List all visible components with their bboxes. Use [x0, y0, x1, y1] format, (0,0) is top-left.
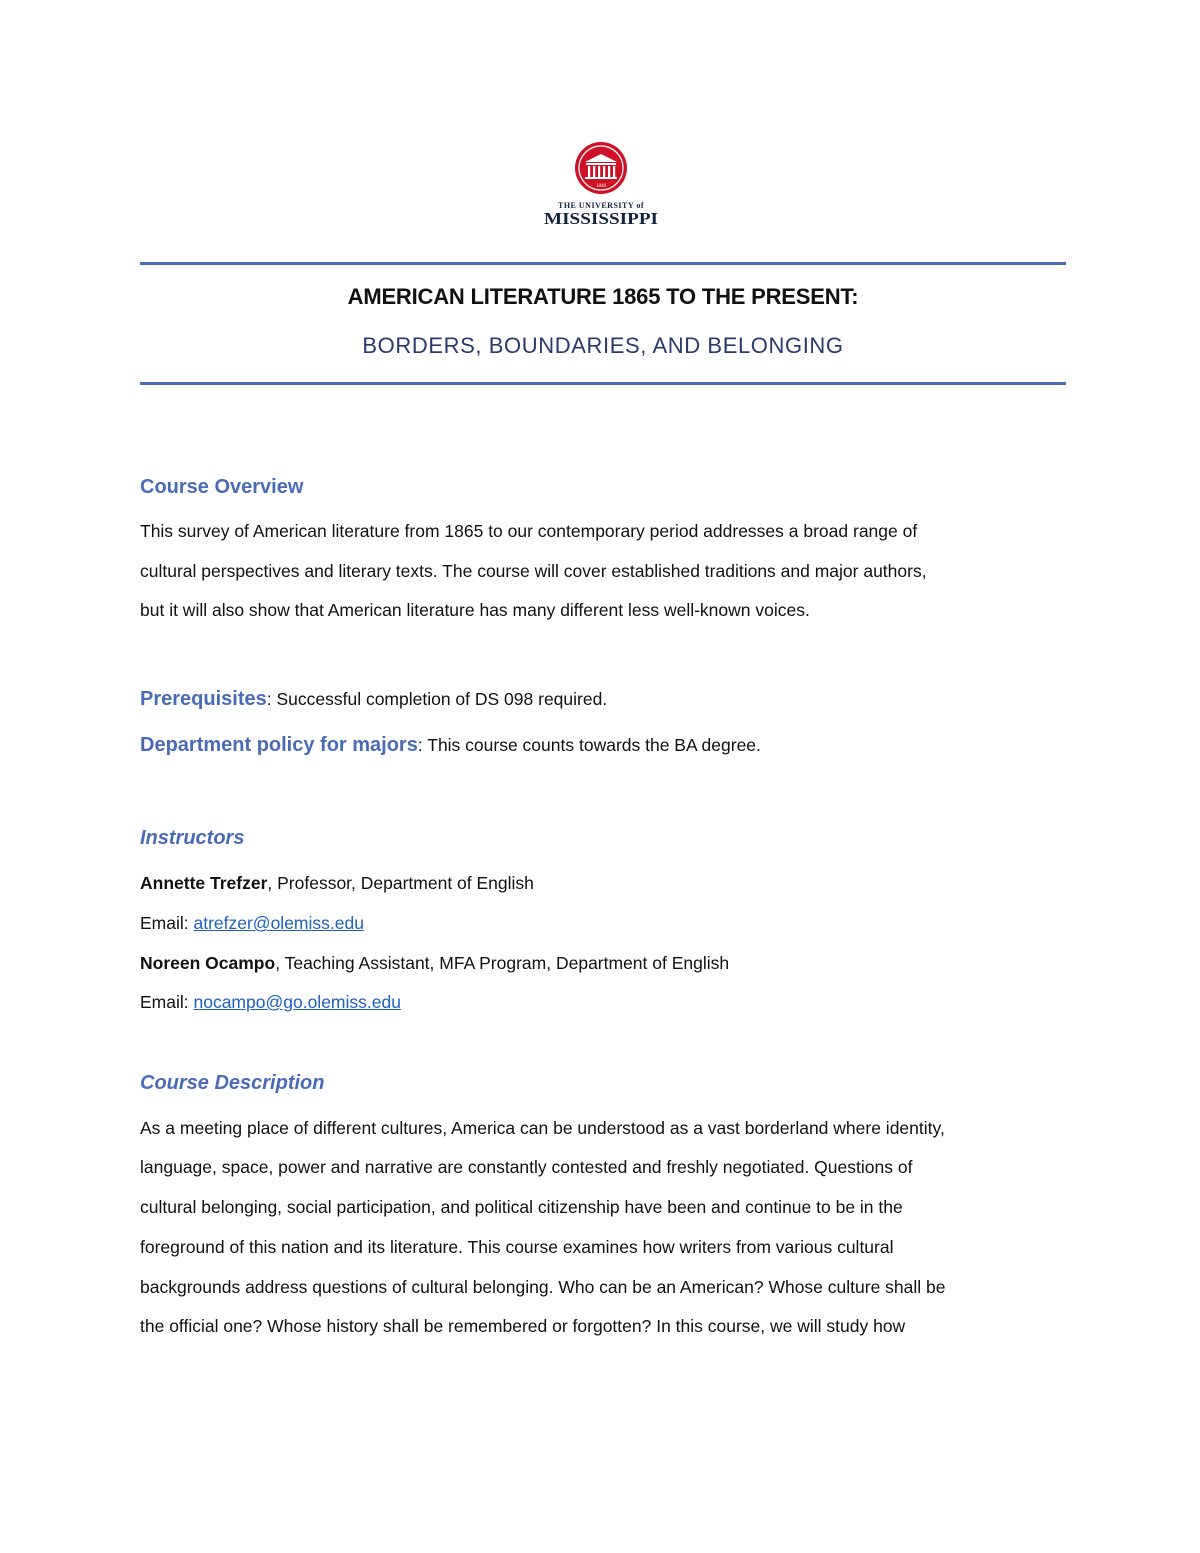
prerequisites-line — [140, 688, 607, 711]
description-line: the official one? Whose history shall be remembered or forgotten? In this course, we will study how — [140, 1316, 906, 1336]
instructor-role: , Teaching Assistant, MFA Program, Department of English — [275, 953, 730, 973]
description-line: language, space, power and narrative are constantly contested and freshly negotiated. Questions of — [140, 1157, 913, 1177]
logo-line-2: MISSISSIPPI — [544, 209, 659, 228]
overview-line: This survey of American literature from 1865 to our contemporary period addresses a broad range of — [140, 521, 918, 541]
description-line: As a meeting place of different cultures, America can be understood as a vast borderland where identity, — [140, 1118, 945, 1138]
instructor-2 — [140, 953, 729, 974]
instructor-role: , Professor, Department of English — [267, 873, 534, 893]
email-label: Email: — [140, 913, 194, 933]
description-heading: Course Description — [140, 1072, 325, 1094]
policy-line — [140, 734, 761, 757]
policy-text: : This course counts towards the BA degree. — [417, 735, 761, 755]
instructor-email-link[interactable]: nocampo@go.olemiss.edu — [193, 992, 401, 1012]
overview-heading: Course Overview — [140, 476, 304, 498]
email-label: Email: — [140, 992, 194, 1012]
description-line: foreground of this nation and its literature. This course examines how writers from various cultural — [140, 1237, 894, 1257]
instructor-name: Annette Trefzer — [140, 873, 268, 893]
instructor-1 — [140, 873, 534, 894]
header-rule-bottom — [140, 382, 1066, 385]
instructor-2-email-line — [140, 992, 401, 1013]
university-seal-icon — [540, 138, 662, 230]
seal-year: 1848 — [596, 184, 606, 189]
header-rule-top — [140, 262, 1066, 265]
instructors-heading: Instructors — [140, 827, 245, 849]
overview-line: but it will also show that American literature has many different less well-known voices. — [140, 600, 810, 620]
overview-line: cultural perspectives and literary texts. The course will cover established traditions and major authors, — [140, 561, 927, 581]
instructor-name: Noreen Ocampo — [140, 953, 276, 973]
policy-label: Department policy for majors — [140, 734, 418, 756]
course-subtitle: BORDERS, BOUNDARIES, AND BELONGING — [362, 333, 844, 358]
prerequisites-text: : Successful completion of DS 098 required. — [266, 689, 608, 709]
logo-line-1: THE UNIVERSITY of — [558, 201, 644, 210]
instructor-1-email-line — [140, 913, 364, 934]
instructor-email-link[interactable]: atrefzer@olemiss.edu — [193, 913, 364, 933]
prerequisites-label: Prerequisites — [140, 688, 267, 710]
description-line: backgrounds address questions of cultural belonging. Who can be an American? Whose culture shall be — [140, 1277, 946, 1297]
course-title: AMERICAN LITERATURE 1865 TO THE PRESENT: — [347, 284, 859, 309]
university-logo — [540, 138, 662, 230]
description-line: cultural belonging, social participation, and political citizenship have been and continue to be in the — [140, 1197, 903, 1217]
